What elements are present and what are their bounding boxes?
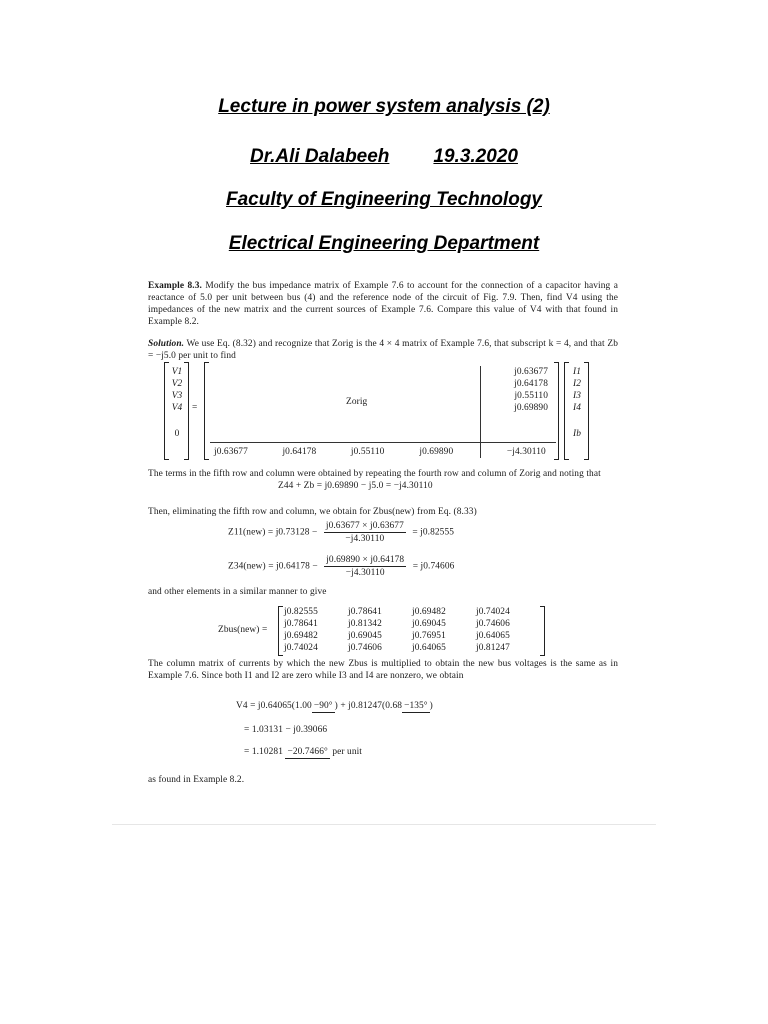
found-paragraph: as found in Example 8.2. — [148, 775, 245, 785]
matrix-cell: j0.69045 — [412, 619, 446, 629]
v4-term-c: ) — [429, 701, 433, 711]
solution-text: We use Eq. (8.32) and recognize that Zorig is the 4 × 4 matrix of Example 7.6, that subscript k = 4, and that Zb = −j5.0 per unit to find — [148, 339, 618, 361]
v-label: V1 — [171, 367, 183, 377]
example-label: Example 8.3. — [148, 281, 202, 291]
example-text: Modify the bus impedance matrix of Example 7.6 to account for the connection of a capacitor having a reactance of 5.0 per unit between bus (4) and the reference node of the circuit of Fig. 7.9. Then, find V4 using the impedances of the new matrix and the current sources of Example 7.6. Compare this value of V4 with that found in Example 8.2. — [148, 281, 618, 327]
i-label: I4 — [572, 403, 581, 413]
v4-line-1 — [236, 700, 433, 713]
v-label: V4 — [171, 403, 183, 413]
i-label: I2 — [572, 379, 581, 389]
znew-left-bracket — [278, 606, 283, 656]
matrix-cell: j0.74024 — [476, 607, 510, 617]
page-separator — [112, 824, 656, 825]
v-vector — [168, 366, 186, 440]
matrix-cell: j0.64065 — [476, 631, 510, 641]
matrix-corner: −j4.30110 — [506, 447, 546, 457]
matrix-cell: j0.55110 — [350, 447, 385, 457]
z11-fraction — [324, 520, 406, 545]
z11-lhs: Z11(new) = j0.73128 − — [228, 527, 318, 538]
faculty-name: Faculty of Engineering Technology — [226, 189, 542, 210]
i-label: I3 — [572, 391, 581, 401]
v4-angle-1: −90° — [313, 701, 333, 711]
v-label: V2 — [171, 379, 183, 389]
z34-denominator: −j4.30110 — [345, 568, 385, 578]
matrix-cell: j0.69482 — [284, 631, 318, 641]
v4-line-3 — [244, 746, 362, 759]
matrix-cell: j0.82555 — [284, 607, 318, 617]
matrix-cell: j0.74024 — [284, 643, 318, 653]
matrix-partition-horizontal — [210, 442, 556, 443]
v-label: 0 — [174, 429, 180, 439]
v4-line-2: = 1.03131 − j0.39066 — [244, 725, 328, 735]
matrix-cell: j0.74606 — [348, 643, 382, 653]
i-vector — [568, 366, 586, 440]
z34-numerator: j0.69890 × j0.64178 — [326, 555, 405, 565]
zbus-new-matrix — [218, 606, 548, 654]
matrix-cell: j0.76951 — [412, 631, 446, 641]
v-label: V3 — [171, 391, 183, 401]
then-paragraph: Then, eliminating the fifth row and column, we obtain for Zbus(new) from Eq. (8.33) — [148, 507, 477, 517]
z34-lhs: Z34(new) = j0.64178 − — [228, 561, 318, 572]
z11-denominator: −j4.30110 — [345, 534, 385, 544]
author-name: Dr.Ali Dalabeeh — [250, 146, 390, 167]
solution-paragraph — [148, 338, 618, 362]
matrix-cell: j0.69482 — [412, 607, 446, 617]
znew-label: Zbus(new) = — [218, 625, 268, 635]
author-date-line — [0, 146, 768, 168]
zorig-label: Zorig — [346, 397, 368, 407]
matrix-cell: j0.63677 — [214, 447, 248, 457]
z34-equation — [228, 554, 454, 579]
equals-sign: = — [192, 403, 198, 413]
znew-right-bracket — [540, 606, 545, 656]
matrix-cell: j0.55110 — [514, 391, 548, 401]
matrix-cell: j0.78641 — [284, 619, 318, 629]
terms-paragraph: The terms in the fifth row and column were obtained by repeating the fourth row and column of Zorig and noting that — [148, 469, 601, 479]
lecture-date: 19.3.2020 — [433, 146, 518, 167]
v4-term-a: V4 = j0.64065(1.00 — [236, 701, 312, 711]
scanned-textbook-excerpt — [148, 272, 618, 792]
z11-numerator: j0.63677 × j0.63677 — [325, 521, 404, 531]
last-row — [214, 446, 554, 458]
v4-angle-2: −135° — [404, 701, 428, 711]
department-name: Electrical Engineering Department — [228, 233, 540, 254]
matrix-cell: j0.81247 — [476, 643, 510, 653]
solution-label: Solution. — [148, 339, 185, 349]
z34-rhs: = j0.74606 — [412, 561, 455, 572]
lecture-title: Lecture in power system analysis (2) — [218, 96, 550, 117]
last-column — [488, 366, 548, 414]
v4-term-b: ) + j0.81247(0.68 — [334, 701, 403, 711]
matrix-cell: j0.64178 — [514, 379, 548, 389]
matrix-cell: j0.78641 — [348, 607, 382, 617]
matrix-cell: j0.64178 — [282, 447, 317, 457]
i-label: Ib — [572, 429, 581, 439]
zbus-matrix-equation — [148, 362, 618, 462]
matrix-cell: j0.63677 — [514, 367, 548, 377]
zbus-block — [210, 366, 556, 457]
zbus-left-bracket — [204, 362, 209, 460]
z11-equation — [228, 520, 454, 545]
column-paragraph: The column matrix of currents by which the new Zbus is multiplied to obtain the new bus voltages is the same as in Example 7.6. Since both I1 and I2 are zero while I3 and I4 are nonzero, we obtain — [148, 659, 618, 681]
other-elements-paragraph: and other elements in a similar manner to give — [148, 587, 327, 597]
matrix-cell: j0.69890 — [514, 403, 548, 413]
matrix-cell: j0.64065 — [412, 643, 446, 653]
z44-equation: Z44 + Zb = j0.69890 − j5.0 = −j4.30110 — [278, 481, 433, 491]
matrix-cell: j0.74606 — [476, 619, 510, 629]
matrix-cell: j0.69890 — [419, 447, 454, 457]
matrix-cell: j0.69045 — [348, 631, 382, 641]
matrix-partition-vertical — [480, 366, 481, 458]
matrix-cell: j0.81342 — [348, 619, 382, 629]
z11-rhs: = j0.82555 — [412, 527, 455, 538]
example-paragraph — [148, 280, 618, 328]
z34-fraction — [324, 554, 406, 579]
znew-grid — [284, 606, 540, 654]
v4-angle-3: −20.7466° — [287, 747, 328, 757]
v4-magnitude: = 1.10281 — [244, 747, 283, 757]
v4-unit: per unit — [332, 747, 363, 757]
i-label: I1 — [572, 367, 581, 377]
